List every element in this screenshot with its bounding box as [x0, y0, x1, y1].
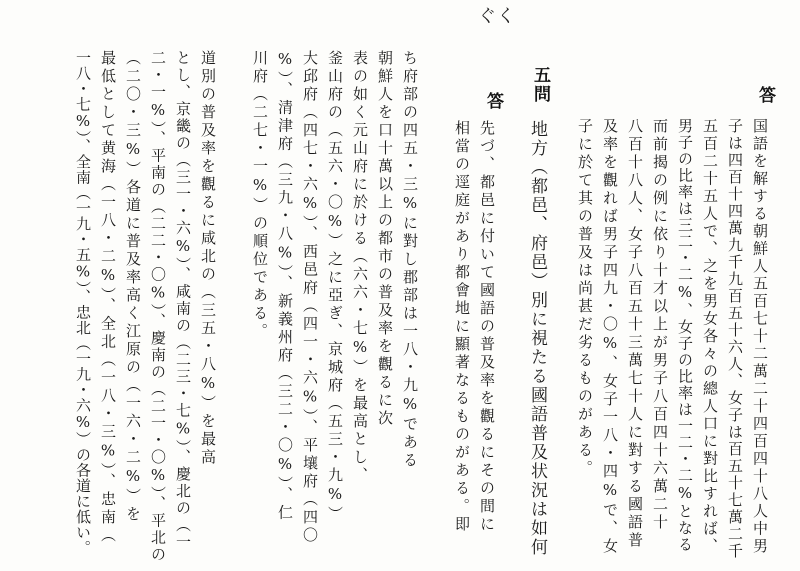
answer-two-line-2: 相當の逕庭があり都會地に顯著なるものがある。即 [453, 120, 471, 534]
answer-one-line-3: 五百二十五人で、之を男女各々の總人口に對比すれば、 [701, 118, 719, 556]
answer-one-label: 答 [755, 86, 775, 105]
answer-two-line-4: 朝鮮人を口十萬以上の都市の普及率を觀るに次 [376, 50, 394, 428]
answer-two-label: 答 [483, 92, 503, 111]
answer-two-line-12: 二・一%）、平南の（二二・〇%）、慶南の（二一・〇%）、平北の [149, 50, 167, 564]
answer-one-line-8: 子に於て其の普及は尚甚だ劣るものがある。 [576, 118, 594, 478]
answer-two-line-14: 最低として黄海（一八・二%）、全北（一八・三%）、忠南（ [99, 50, 117, 545]
answer-two-line-8: %）、清津府（三九・八%）、新義州府（三二・〇%）、仁 [276, 50, 294, 523]
answer-two-line-10: 道別の普及率を觀るに咸北の（三五・八%）を最高 [199, 50, 217, 467]
answer-one-line-6: 八百十八人、女子八百五十三萬七十人に對する國語普 [626, 118, 644, 550]
question-five-label: 五問 [530, 66, 550, 104]
answer-two-line-13: （二〇・三%）各道に普及率高く江原の（一六・二%）を [124, 50, 142, 524]
answer-one-line-7: 及率を觀れば男子四九・〇%、女子一八・四%で、女 [601, 118, 619, 556]
answer-one-line-1: 国語を解する朝鮮人五百七十二萬二十四百四十八人中男 [751, 118, 769, 556]
answer-one-line-5: 而前揭の例に依り十才以上が男子八百四十六萬二十 [651, 118, 669, 532]
answer-two-line-1: 先づ、都邑に付いて國語の普及率を觀るにその間に [478, 120, 496, 534]
answer-one-line-4: 男子の比率は三二・二%、女子の比率は一二・二%となる [676, 118, 694, 553]
answer-two-line-9: 川府（二七・一%）の順位である。 [251, 50, 269, 341]
answer-two-line-15: 一八・七%）、全南（一九・五%）、忠北（一九・六%）の各道に低い。 [74, 50, 92, 556]
page-mark: ぐく [478, 6, 516, 27]
answer-two-line-6: 釜山府の（五六・〇%）之に亞ぎ、京城府（五三・九%） [326, 50, 344, 524]
answer-two-line-11: とし、京畿の（三一・六%）、咸南の（二三・七%）、慶北の（一 [174, 50, 192, 551]
question-five-text: 地方（都邑、府邑）別に視たる國語普及状況は如何 [527, 120, 547, 557]
answer-two-line-7: 大邱府（四七・六%）、西邑府（四一・六%）、平壤府（四〇 [301, 50, 319, 545]
answer-two-line-5: 表の如く元山府に於ける（六六・七%）を最高とし、 [351, 50, 369, 485]
answer-two-line-3: ち府部の四五・三%に對し郡部は一八・九%である [401, 50, 419, 470]
answer-one-line-2: 子は四百十四萬九千九百五十六人、女子は百五十七萬二千 [726, 118, 744, 560]
